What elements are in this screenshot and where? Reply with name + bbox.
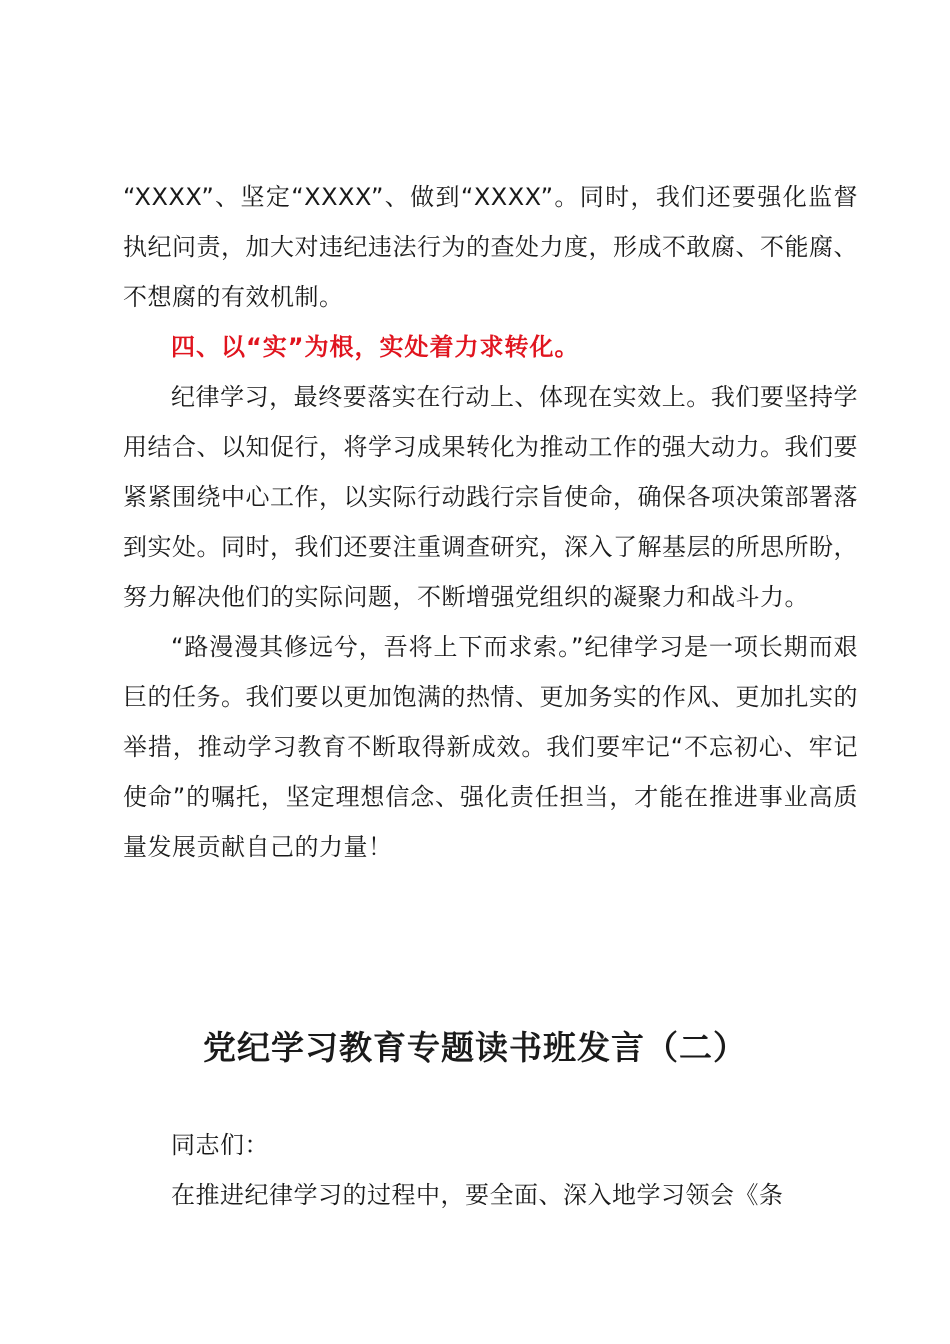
- closing-paragraph: “路漫漫其修远兮，吾将上下而求索。”纪律学习是一项长期而艰巨的任务。我们要以更加饱满的热情、更加务实的作风、更加扎实的举措，推动学习教育不断取得新成效。我们要牢记“不忘初心、牢记使命”的嘱托，坚定理想信念、强化责任担当，才能在推进事业高质量发展贡献自己的力量！: [123, 633, 858, 861]
- speech-two-body: [123, 1120, 858, 1220]
- speech-two-title: 党纪学习教育专题读书班发言（二）: [203, 1028, 747, 1067]
- continued-paragraph: “XXXX”、坚定“XXXX”、做到“XXXX”。同时，我们还要强化监督执纪问责，加大对违纪违法行为的查处力度，形成不敢腐、不能腐、不想腐的有效机制。: [123, 183, 858, 311]
- practice-paragraph: 纪律学习，最终要落实在行动上、体现在实效上。我们要坚持学用结合、以知促行，将学习成果转化为推动工作的强大动力。我们要紧紧围绕中心工作，以实际行动践行宗旨使命，确保各项决策部署落到实处。同时，我们还要注重调查研究，深入了解基层的所思所盼，努力解决他们的实际问题，不断增强党组织的凝聚力和战斗力。: [123, 383, 858, 611]
- section-heading-four: 四、以“实”为根，实处着力求转化。: [171, 333, 580, 361]
- speech-one-tail: [123, 172, 858, 872]
- salutation: 同志们：: [171, 1131, 269, 1159]
- opening-paragraph: 在推进纪律学习的过程中，要全面、深入地学习领会《条: [171, 1181, 784, 1209]
